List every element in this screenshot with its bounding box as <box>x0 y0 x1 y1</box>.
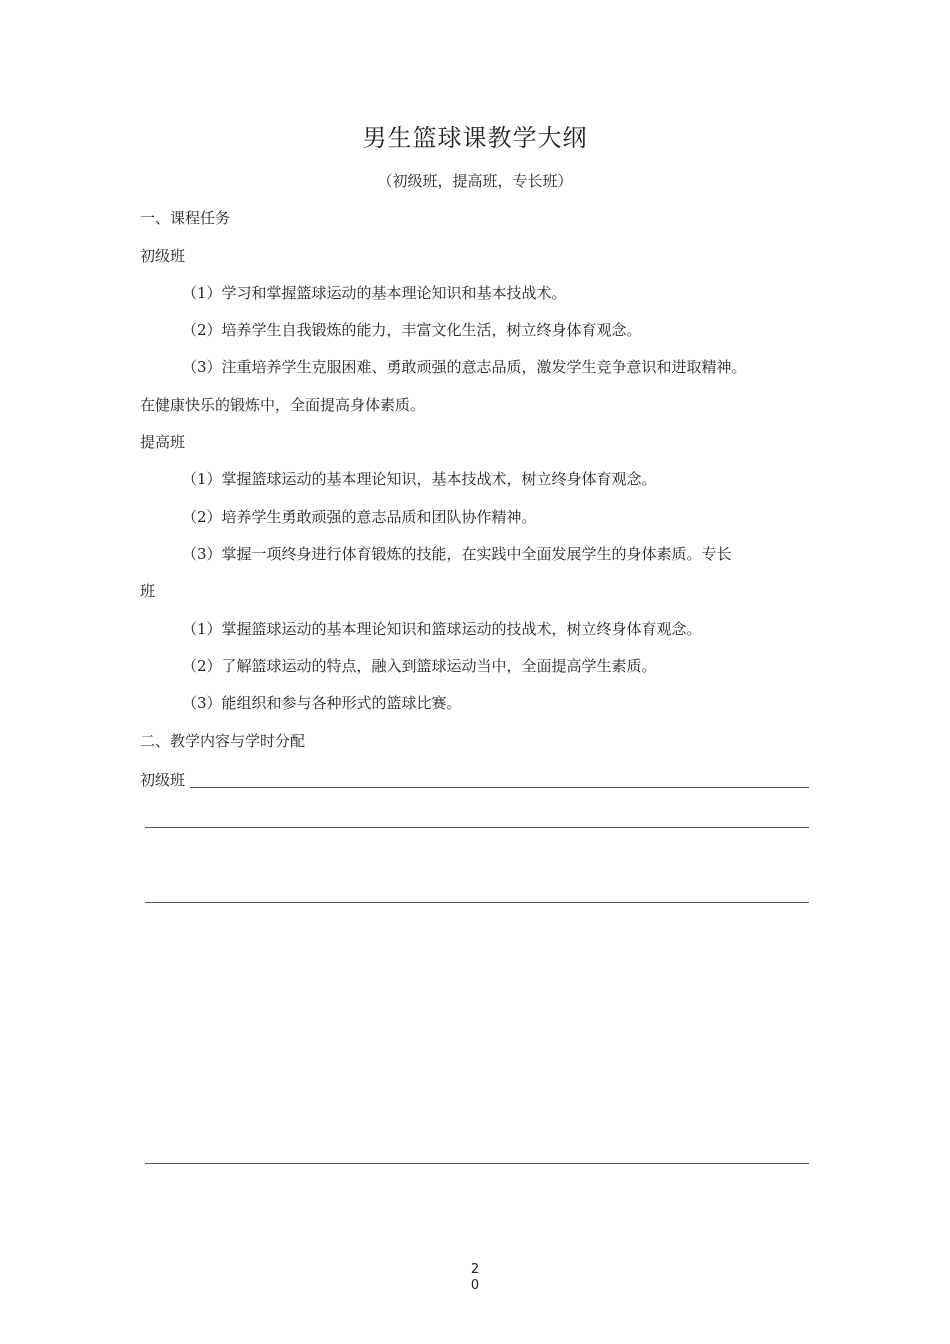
beginner-item-1: （1）学习和掌握篮球运动的基本理论知识和基本技战术。 <box>182 284 567 302</box>
beginner-label: 初级班 <box>140 247 186 265</box>
specialty-item-3: （3）能组织和参与各种形式的篮球比赛。 <box>182 694 462 712</box>
table-rule <box>145 902 809 903</box>
section1-heading: 一、课程任务 <box>140 209 231 227</box>
document-subtitle: （初级班，提高班，专长班） <box>377 172 573 190</box>
advanced-continuation: 班 <box>140 582 156 600</box>
specialty-item-2: （2）了解篮球运动的特点，融入到篮球运动当中，全面提高学生素质。 <box>182 657 657 675</box>
table-rule <box>145 1163 809 1164</box>
beginner-continuation: 在健康快乐的锻炼中，全面提高身体素质。 <box>140 396 426 414</box>
page-number-line-1: 2 <box>470 1262 480 1277</box>
table-rule <box>145 827 809 828</box>
beginner-item-2: （2）培养学生自我锻炼的能力，丰富文化生活，树立终身体育观念。 <box>182 321 642 339</box>
section2-heading: 二、教学内容与学时分配 <box>140 732 306 750</box>
advanced-item-2: （2）培养学生勇敢顽强的意志品质和团队协作精神。 <box>182 508 537 526</box>
advanced-item-3: （3）掌握一项终身进行体育锻炼的技能，在实践中全面发展学生的身体素质。专长 <box>182 545 732 563</box>
page-number-line-2: 0 <box>470 1278 480 1293</box>
document-title: 男生篮球课教学大纲 <box>362 124 588 152</box>
specialty-item-1: （1）掌握篮球运动的基本理论知识和篮球运动的技战术，树立终身体育观念。 <box>182 620 702 638</box>
advanced-label: 提高班 <box>140 433 186 451</box>
section2-beginner-label: 初级班 <box>140 771 186 789</box>
advanced-item-1: （1）掌握篮球运动的基本理论知识，基本技战术，树立终身体育观念。 <box>182 470 657 488</box>
table-rule <box>190 787 809 788</box>
beginner-item-3: （3）注重培养学生克服困难、勇敢顽强的意志品质，激发学生竞争意识和进取精神。 <box>182 358 747 376</box>
